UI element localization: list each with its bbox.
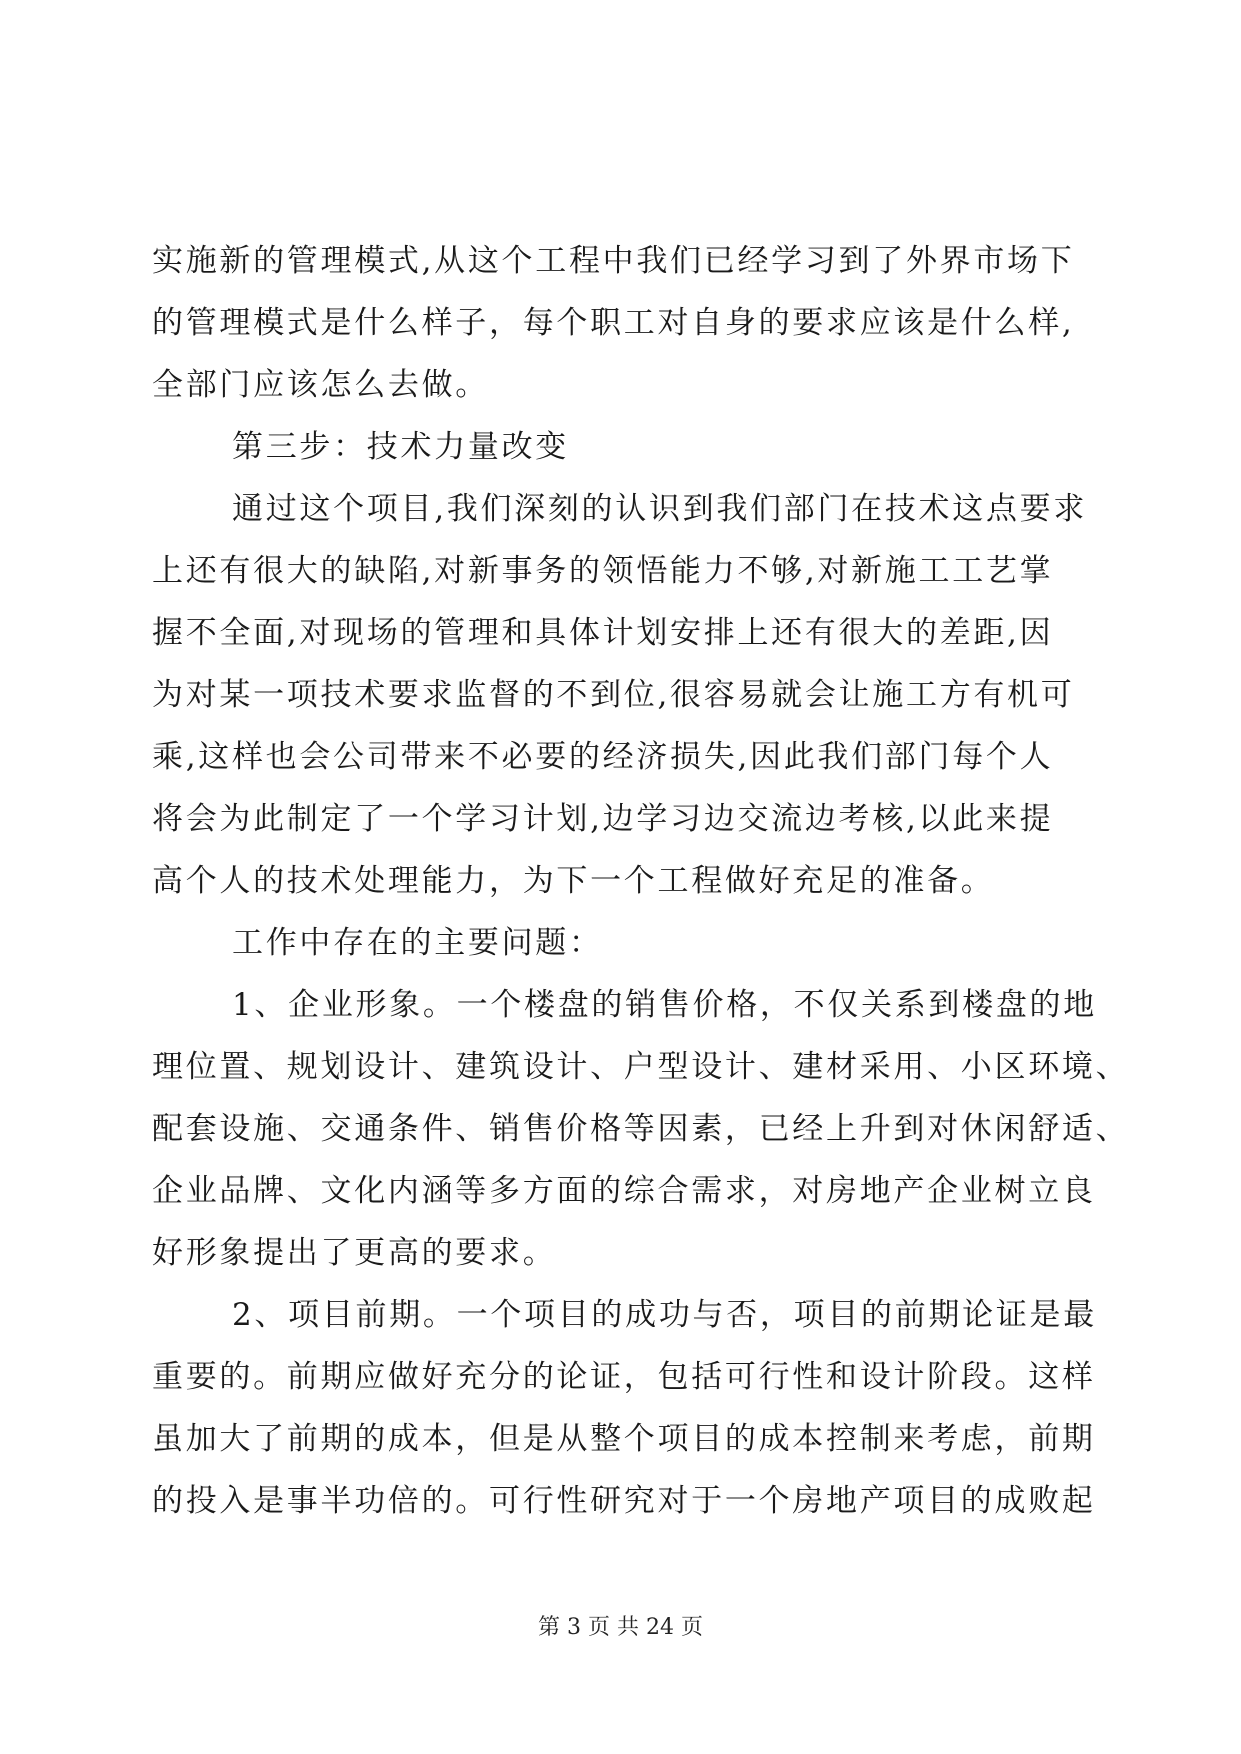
body-line: 企业品牌、文化内涵等多方面的综合需求，对房地产企业树立良 xyxy=(152,1173,1096,1209)
body-line: 实施新的管理模式,从这个工程中我们已经学习到了外界市场下 xyxy=(152,243,1075,279)
body-line: 通过这个项目,我们深刻的认识到我们部门在技术这点要求 xyxy=(232,491,1088,527)
body-line: 重要的。前期应做好充分的论证，包括可行性和设计阶段。这样 xyxy=(152,1359,1096,1395)
body-line: 握不全面,对现场的管理和具体计划安排上还有很大的差距,因 xyxy=(152,615,1054,651)
body-line: 的投入是事半功倍的。可行性研究对于一个房地产项目的成败起 xyxy=(152,1483,1096,1519)
body-line: 好形象提出了更高的要求。 xyxy=(152,1235,557,1271)
body-line: 上还有很大的缺陷,对新事务的领悟能力不够,对新施工工艺掌 xyxy=(152,553,1054,589)
body-line: 乘,这样也会公司带来不必要的经济损失,因此我们部门每个人 xyxy=(152,739,1054,775)
body-line: 全部门应该怎么去做。 xyxy=(152,367,489,403)
body-line: 配套设施、交通条件、销售价格等因素，已经上升到对休闲舒适、 xyxy=(152,1111,1130,1147)
body-line: 1、企业形象。一个楼盘的销售价格，不仅关系到楼盘的地 xyxy=(232,987,1097,1023)
body-line: 理位置、规划设计、建筑设计、户型设计、建材采用、小区环境、 xyxy=(152,1049,1130,1085)
section-heading: 第三步：技术力量改变 xyxy=(232,429,569,465)
body-line: 为对某一项技术要求监督的不到位,很容易就会让施工方有机可 xyxy=(152,677,1075,713)
body-line: 高个人的技术处理能力，为下一个工程做好充足的准备。 xyxy=(152,863,995,899)
page-footer: 第 3 页 共 24 页 xyxy=(538,1615,703,1640)
body-line: 虽加大了前期的成本，但是从整个项目的成本控制来考虑，前期 xyxy=(152,1421,1096,1457)
section-heading: 工作中存在的主要问题： xyxy=(232,925,603,961)
body-line: 将会为此制定了一个学习计划,边学习边交流边考核,以此来提 xyxy=(152,801,1054,837)
body-line: 2、项目前期。一个项目的成功与否，项目的前期论证是最 xyxy=(232,1297,1097,1333)
document-body xyxy=(152,230,1130,1532)
body-line: 的管理模式是什么样子，每个职工对自身的要求应该是什么样, xyxy=(152,305,1075,341)
